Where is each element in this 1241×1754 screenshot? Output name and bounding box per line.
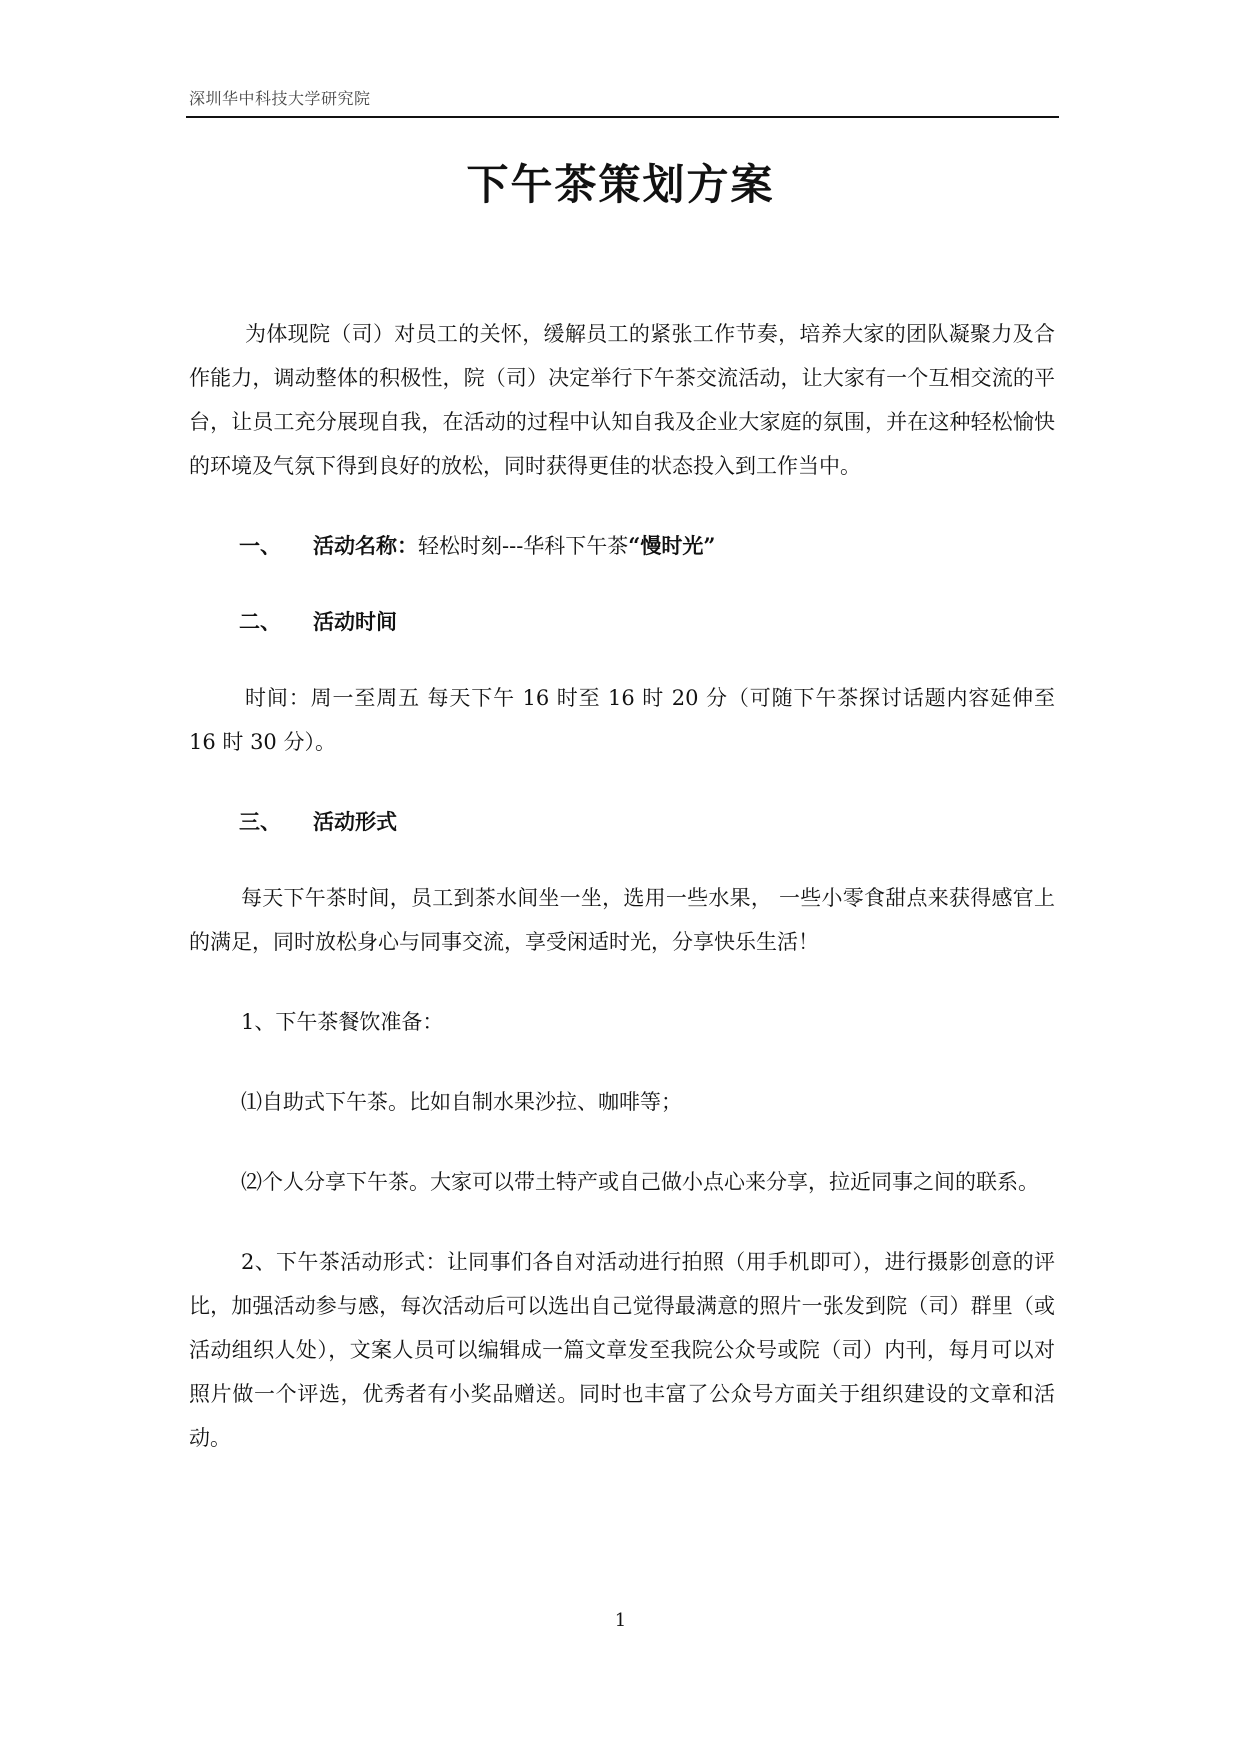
header-institution: 深圳华中科技大学研究院	[189, 89, 371, 108]
section-label: 活动名称：	[313, 533, 418, 558]
document-title: 下午茶策划方案	[466, 160, 775, 209]
document-body	[189, 312, 1055, 1460]
section-activity-time	[189, 600, 1055, 644]
prep-title: 1、下午茶餐饮准备：	[241, 1010, 444, 1034]
section-number: 一、	[239, 533, 281, 558]
intro-paragraph: 为体现院（司）对员工的关怀，缓解员工的紧张工作节奏，培养大家的团队凝聚力及合作能力，调动整体的积极性，院（司）决定举行下午茶交流活动，让大家有一个互相交流的平台，让员工充分展现自我，在活动的过程中认知自我及企业大家庭的氛围，并在这种轻松愉快的环境及气氛下得到良好的放松，同时获得更佳的状态投入到工作当中。	[189, 322, 1055, 478]
section-label: 活动时间	[313, 609, 397, 634]
activity-time-paragraph: 时间：周一至周五 每天下午 16 时至 16 时 20 分（可随下午茶探讨话题内容延伸至 16 时 30 分）。	[189, 686, 1055, 754]
section-label: 活动形式	[313, 809, 397, 834]
header-divider	[186, 116, 1059, 118]
activity-name-emphasis: “慢时光”	[628, 533, 716, 558]
activity-form-paragraph: 2、下午茶活动形式：让同事们各自对活动进行拍照（用手机即可），进行摄影创意的评比，加强活动参与感，每次活动后可以选出自己觉得最满意的照片一张发到院（司）群里（或活动组织人处），文案人员可以编辑成一篇文章发至我院公众号或院（司）内刊，每月可以对照片做一个评选，优秀者有小奖品赠送。同时也丰富了公众号方面关于组织建设的文章和活动。	[189, 1250, 1055, 1450]
activity-name-value: 轻松时刻---华科下午茶	[418, 534, 629, 558]
page-number: 1	[614, 1610, 627, 1631]
section-activity-format	[189, 800, 1055, 844]
section-number: 二、	[239, 609, 281, 634]
prep-item-2: ⑵个人分享下午茶。大家可以带土特产或自己做小点心来分享，拉近同事之间的联系。	[241, 1170, 1039, 1194]
section-number: 三、	[239, 809, 281, 834]
section-activity-name	[189, 524, 1055, 568]
prep-item-1: ⑴自助式下午茶。比如自制水果沙拉、咖啡等；	[241, 1090, 682, 1114]
activity-format-paragraph: 每天下午茶时间，员工到茶水间坐一坐，选用一些水果， 一些小零食甜点来获得感官上的满足，同时放松身心与同事交流，享受闲适时光，分享快乐生活！	[189, 886, 1055, 954]
